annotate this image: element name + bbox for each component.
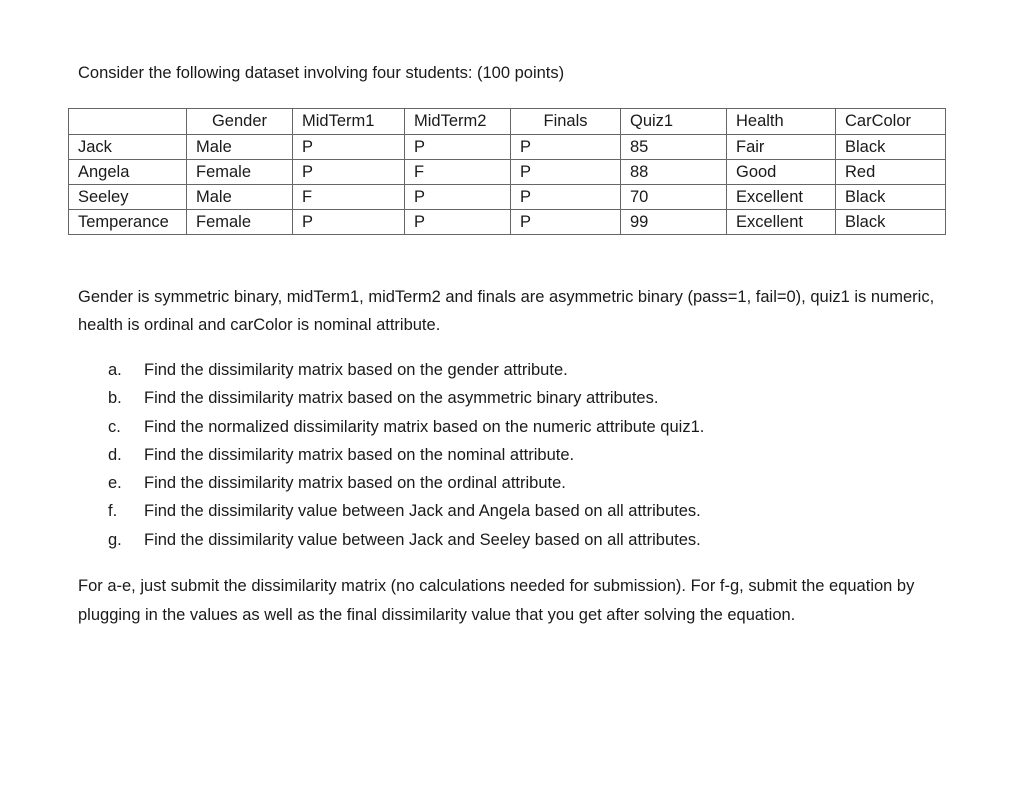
cell-midterm2: F	[405, 160, 511, 185]
cell-health: Good	[727, 160, 836, 185]
cell-quiz1: 99	[621, 210, 727, 235]
student-dataset-table	[68, 108, 946, 235]
list-item	[108, 497, 704, 525]
cell-quiz1: 70	[621, 185, 727, 210]
cell-carcolor: Black	[836, 135, 946, 160]
header-health: Health	[727, 109, 836, 135]
header-midterm1: MidTerm1	[293, 109, 405, 135]
cell-carcolor: Red	[836, 160, 946, 185]
list-item	[108, 384, 704, 412]
cell-gender: Female	[187, 210, 293, 235]
table-row	[69, 160, 946, 185]
attribute-description: Gender is symmetric binary, midTerm1, midTerm2 and finals are asymmetric binary (pass=1, fail=0), quiz1 is numeric, health is ordinal and carColor is nominal attribute.	[78, 288, 935, 334]
table-row	[69, 135, 946, 160]
task-list	[108, 356, 704, 554]
cell-gender: Female	[187, 160, 293, 185]
task-text: Find the dissimilarity value between Jack and Seeley based on all attributes.	[144, 530, 701, 549]
cell-midterm2: P	[405, 185, 511, 210]
task-text: Find the dissimilarity value between Jack and Angela based on all attributes.	[144, 502, 701, 521]
cell-gender: Male	[187, 135, 293, 160]
cell-gender: Male	[187, 185, 293, 210]
list-item	[108, 441, 704, 469]
task-text: Find the dissimilarity matrix based on the asymmetric binary attributes.	[144, 389, 659, 408]
task-marker: a.	[108, 361, 122, 379]
header-quiz1: Quiz1	[621, 109, 727, 135]
cell-finals: P	[511, 210, 621, 235]
list-item	[108, 356, 704, 384]
submission-instructions: For a-e, just submit the dissimilarity matrix (no calculations needed for submission). For f-g, submit the equation by plugging in the values as well as the final dissimilarity value that you get after solving the equation.	[78, 577, 915, 624]
task-text: Find the dissimilarity matrix based on the nominal attribute.	[144, 445, 575, 464]
cell-quiz1: 85	[621, 135, 727, 160]
list-item	[108, 413, 704, 441]
table-row	[69, 185, 946, 210]
task-marker: b.	[108, 389, 122, 408]
cell-health: Excellent	[727, 210, 836, 235]
task-marker: d.	[108, 445, 122, 464]
header-gender: Gender	[187, 109, 293, 135]
header-finals: Finals	[511, 109, 621, 135]
task-marker: g.	[108, 530, 122, 549]
task-text: Find the normalized dissimilarity matrix based on the numeric attribute quiz1.	[144, 417, 705, 436]
list-item	[108, 469, 704, 497]
cell-midterm1: P	[293, 160, 405, 185]
cell-name: Jack	[69, 135, 187, 160]
header-midterm2: MidTerm2	[405, 109, 511, 135]
cell-name: Seeley	[69, 185, 187, 210]
cell-midterm1: P	[293, 210, 405, 235]
task-text: Find the dissimilarity matrix based on the gender attribute.	[144, 361, 568, 379]
cell-name: Angela	[69, 160, 187, 185]
cell-midterm1: P	[293, 135, 405, 160]
table-row	[69, 210, 946, 235]
cell-health: Excellent	[727, 185, 836, 210]
task-marker: f.	[108, 502, 118, 521]
task-marker: e.	[108, 474, 122, 493]
task-text: Find the dissimilarity matrix based on the ordinal attribute.	[144, 474, 566, 493]
cell-health: Fair	[727, 135, 836, 160]
intro-text: Consider the following dataset involving four students: (100 points)	[78, 64, 565, 82]
header-blank	[69, 109, 187, 135]
cell-quiz1: 88	[621, 160, 727, 185]
list-item	[108, 526, 704, 554]
cell-name: Temperance	[69, 210, 187, 235]
cell-finals: P	[511, 185, 621, 210]
cell-carcolor: Black	[836, 185, 946, 210]
cell-finals: P	[511, 160, 621, 185]
cell-midterm2: P	[405, 210, 511, 235]
cell-finals: P	[511, 135, 621, 160]
cell-carcolor: Black	[836, 210, 946, 235]
task-marker: c.	[108, 417, 121, 436]
cell-midterm2: P	[405, 135, 511, 160]
cell-midterm1: F	[293, 185, 405, 210]
header-carcolor: CarColor	[836, 109, 946, 135]
table-header-row	[69, 109, 946, 135]
